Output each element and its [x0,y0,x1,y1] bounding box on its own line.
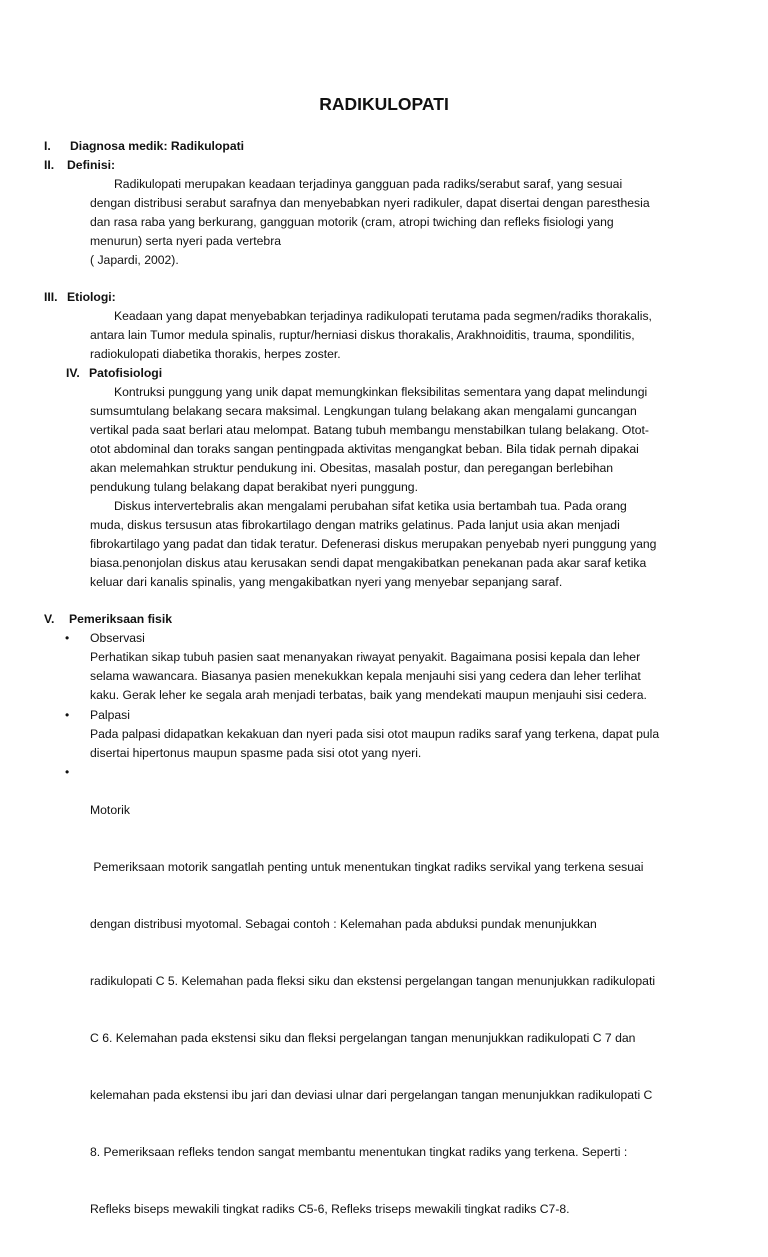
citation: ( Japardi, 2002). [90,253,179,267]
section-2-heading [44,156,116,175]
bullet-icon: • [65,631,70,645]
paragraph-line: C 6. Kelemahan pada ekstensi siku dan fleksi pergelangan tangan menunjukkan radikulopati C 7 dan [90,1031,636,1045]
paragraph-line: Refleks biseps mewakili tingkat radiks C5-6, Refleks triseps mewakili tingkat radiks C7-8. [90,1202,570,1216]
section-3-heading [44,288,116,307]
paragraph-line: Radikulopati merupakan keadaan terjadinya gangguan pada radiks/serabut saraf, yang sesuai [114,177,623,191]
paragraph-line: menurun) serta nyeri pada vertebra [90,234,282,248]
paragraph-line: vertikal pada saat berlari atau melompat. Batang tubuh membangu menstabilkan tulang belakang. Otot- [90,423,649,437]
section-5-heading [44,610,172,629]
item-heading: Observasi [90,631,145,645]
paragraph-line: otot abdominal dan toraks sangan pentingpada aktivitas mengangkat beban. Bila tidak pernah dipakai [90,442,639,456]
observasi-item [90,629,647,705]
section-3-number: III. [44,290,58,304]
section-1-label: Diagnosa medik: Radikulopati [70,139,245,153]
paragraph-line: disertai hipertonus maupun spasme pada sisi otot yang nyeri. [90,746,422,760]
paragraph-line: Pada palpasi didapatkan kekakuan dan nyeri pada sisi otot maupun radiks saraf yang terkena, dapat pula [90,727,660,741]
paragraph-line: radikulopati C 5. Kelemahan pada fleksi siku dan ekstensi pergelangan tangan menunjukkan radikulopati [90,974,656,988]
paragraph-line: muda, diskus tersusun atas fibrokartilago dengan matriks gelatinus. Pada lanjut usia akan menjadi [90,518,620,532]
paragraph-line: pendukung tulang belakang dapat berakibat nyeri punggung. [90,480,418,494]
section-4-heading [66,364,163,383]
item-heading: Palpasi [90,708,130,722]
section-4-paragraph-2 [90,497,656,592]
motorik-item [90,763,655,1257]
section-2-label: Definisi: [67,158,116,172]
section-4-paragraph-1 [90,383,649,497]
paragraph-line: akan melemahkan struktur pendukung ini. Obesitas, masalah postur, dan peregangan berlebihan [90,461,614,475]
palpasi-item [90,706,659,763]
section-2-paragraph [90,175,650,270]
section-4-label: Patofisiologi [89,366,163,380]
bullet-icon: • [65,765,70,779]
paragraph-line: biasa.penonjolan diskus atau kerusakan sendi dapat mengakibatkan penekanan pada akar saraf ketika [90,556,647,570]
paragraph-line: dengan distribusi myotomal. Sebagai contoh : Kelemahan pada abduksi pundak menunjukkan [90,917,597,931]
paragraph-line: selama wawancara. Biasanya pasien menekukkan kepala menjauhi sisi yang cedera dan leher terlihat [90,669,641,683]
paragraph-line: antara lain Tumor medula spinalis, ruptur/herniasi diskus thorakalis, Arakhnoiditis, trauma, spondilitis, [90,328,635,342]
section-1-number: I. [44,139,51,153]
section-5-number: V. [44,612,55,626]
paragraph-line: Kontruksi punggung yang unik dapat memungkinkan fleksibilitas sementara yang dapat melindungi [114,385,648,399]
paragraph-line: dengan distribusi serabut sarafnya dan menyebabkan nyeri radikuler, dapat disertai dengan paresthesia [90,196,650,210]
paragraph-line: dan rasa raba yang berkurang, gangguan motorik (cram, atropi twiching dan refleks fisiologi yang [90,215,614,229]
section-2-number: II. [44,158,55,172]
paragraph-line: fibrokartilago yang padat dan tidak teratur. Defenerasi diskus merupakan penyebab nyeri punggung yang [90,537,657,551]
paragraph-line: sumsumtulang belakang secara maksimal. Lengkungan tulang belakang akan mengalami guncangan [90,404,637,418]
paragraph-line: radiokulopati diabetika thorakis, herpes zoster. [90,347,341,361]
paragraph-line: 8. Pemeriksaan refleks tendon sangat membantu menentukan tingkat radiks yang terkena. Seperti : [90,1145,628,1159]
paragraph-line: Keadaan yang dapat menyebabkan terjadinya radikulopati terutama pada segmen/radiks thorakalis, [114,309,652,323]
section-5-label: Pemeriksaan fisik [69,612,172,626]
paragraph-line: Diskus intervertebralis akan mengalami perubahan sifat ketika usia bertambah tua. Pada orang [114,499,627,513]
section-3-paragraph [90,307,652,364]
paragraph-line: kaku. Gerak leher ke segala arah menjadi terbatas, baik yang mendekati maupun menjauhi sisi cedera. [90,688,647,702]
bullet-icon: • [65,708,70,722]
section-4-number: IV. [66,366,80,380]
document-title: RADIKULOPATI [319,94,449,114]
paragraph-line: kelemahan pada ekstensi ibu jari dan deviasi ulnar dari pergelangan tangan menunjukkan radikulopati C [90,1088,653,1102]
section-3-label: Etiologi: [67,290,116,304]
paragraph-line: keluar dari kanalis spinalis, yang mengakibatkan nyeri yang menyebar sepanjang saraf. [90,575,563,589]
paragraph-line: Pemeriksaan motorik sangatlah penting untuk menentukan tingkat radiks servikal yang terkena sesuai [90,860,644,874]
section-1-heading [44,137,245,156]
paragraph-line: Perhatikan sikap tubuh pasien saat menanyakan riwayat penyakit. Bagaimana posisi kepala dan leher [90,650,641,664]
item-heading: Motorik [90,803,130,817]
